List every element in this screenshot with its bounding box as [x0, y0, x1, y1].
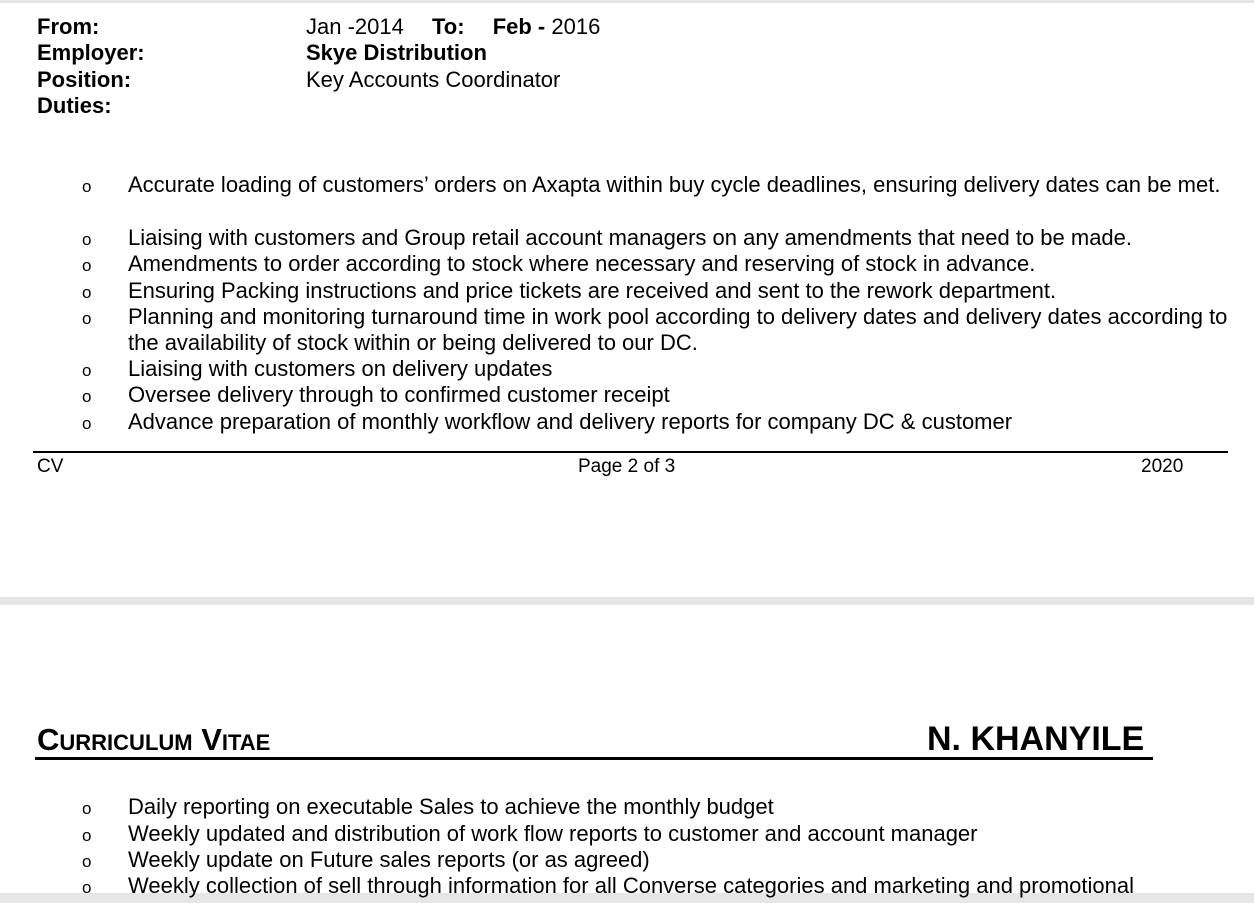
bullet-mark: o — [82, 387, 92, 406]
from-label: From: — [37, 14, 100, 39]
footer-year: 2020 — [1141, 456, 1184, 477]
to-value-year: 2016 — [545, 14, 601, 39]
list-item-text: Amendments to order according to stock where necessary and reserving of stock in advance. — [128, 251, 1036, 276]
list-item-text: Accurate loading of customers’ orders on Axapta within buy cycle deadlines, ensuring delivery dates can be met. — [128, 172, 1221, 197]
list-item-text: Weekly update on Future sales reports (or as agreed) — [128, 847, 650, 872]
list-item-text: Liaising with customers on delivery updates — [128, 356, 553, 381]
footer-left: CV — [37, 456, 64, 477]
list-item-text: Daily reporting on executable Sales to achieve the monthly budget — [128, 794, 774, 819]
date-range — [306, 14, 600, 40]
bullet-mark: o — [82, 283, 92, 302]
bullet-mark: o — [82, 309, 92, 328]
page-number: Page 2 of 3 — [578, 456, 676, 477]
list-item-text: Weekly collection of sell through information for all Converse categories and marketing and promotional — [128, 873, 1135, 898]
document-title: Curriculum Vitae — [37, 722, 271, 757]
bullet-mark: o — [82, 361, 92, 380]
footer-divider — [33, 451, 1228, 453]
position-value: Key Accounts Coordinator — [306, 67, 561, 92]
bullet-mark: o — [82, 177, 92, 196]
bullet-mark: o — [82, 799, 92, 818]
bullet-mark: o — [82, 878, 92, 897]
candidate-name: N. KHANYILE — [927, 720, 1145, 758]
list-item-text: Weekly updated and distribution of work flow reports to customer and account manager — [128, 821, 978, 846]
employer-label: Employer: — [37, 40, 145, 65]
list-item-text: Advance preparation of monthly workflow and delivery reports for company DC & customer — [128, 409, 1013, 434]
to-label: To: — [431, 14, 465, 39]
bullet-mark: o — [82, 230, 92, 249]
bullet-mark: o — [82, 826, 92, 845]
to-value-month: Feb - — [492, 14, 546, 39]
list-item-text: Ensuring Packing instructions and price tickets are received and sent to the rework department. — [128, 278, 1057, 303]
bullet-mark: o — [82, 256, 92, 275]
list-item-text: Oversee delivery through to confirmed customer receipt — [128, 382, 670, 407]
bullet-mark: o — [82, 414, 92, 433]
list-item-text: Liaising with customers and Group retail account managers on any amendments that need to be made. — [128, 225, 1133, 250]
employer-value: Skye Distribution — [306, 40, 487, 65]
bullet-mark: o — [82, 852, 92, 871]
position-label: Position: — [37, 67, 132, 92]
list-item-text: Planning and monitoring turnaround time in work pool according to delivery dates and delivery dates according to the availability of stock within or being delivered to our DC. — [128, 304, 1228, 355]
document-page-3 — [0, 605, 1254, 898]
from-value: Jan -2014 — [306, 14, 404, 39]
header-divider — [35, 757, 1153, 760]
duties-label: Duties: — [37, 93, 112, 118]
